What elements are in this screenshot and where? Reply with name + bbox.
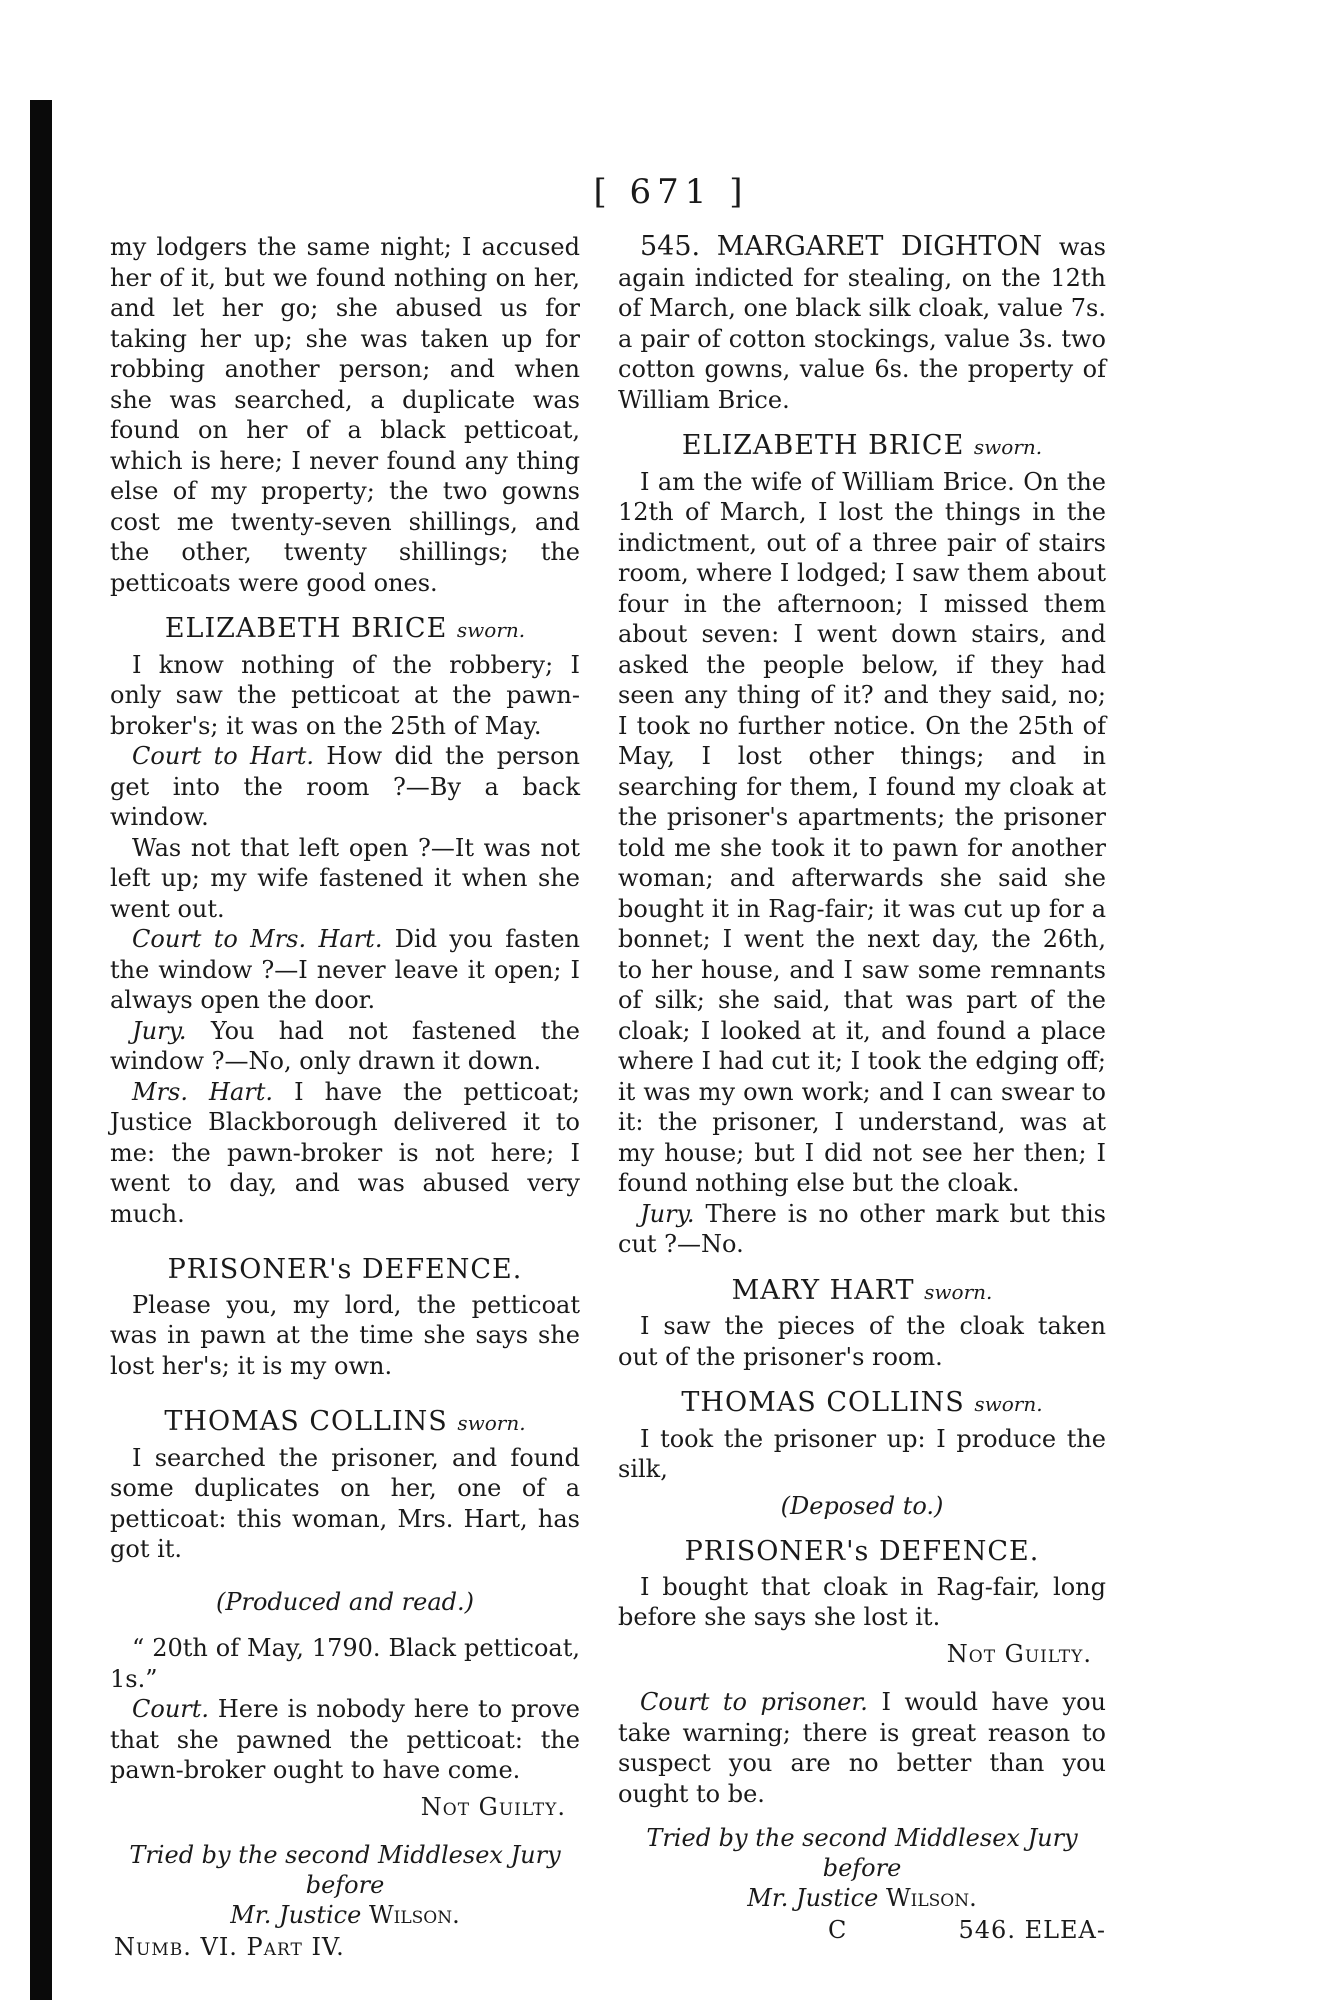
paragraph: I know nothing of the robbery; I only saw the petticoat at the pawn-broker's; it was on the 25th of May. <box>110 650 580 740</box>
defence-heading: PRISONER's DEFENCE. <box>167 1254 523 1285</box>
paragraph: I took the prisoner up: I produce the silk, <box>618 1424 1106 1483</box>
signature-footer: Numb. VI. Part IV. <box>114 1933 345 1961</box>
paragraph <box>110 924 580 1016</box>
sworn-label: sworn. <box>457 1411 526 1435</box>
witness-name: THOMAS COLLINS <box>164 1406 448 1437</box>
speech: Here is nobody here to prove that she pawned the petticoat: the pawn-broker ought to have come. <box>110 1695 580 1784</box>
speech: There is no other mark but this cut ?—No. <box>618 1199 1106 1258</box>
witness-name: MARY HART <box>731 1274 915 1306</box>
sworn-label: sworn. <box>973 435 1043 459</box>
judge-name: Wilson. <box>368 1901 460 1929</box>
paragraph <box>618 1199 1106 1260</box>
deposed-note: (Deposed to.) <box>780 1491 944 1520</box>
page-footer <box>618 1915 1106 1946</box>
catchword: 546. ELEA- <box>958 1916 1106 1944</box>
case-number: 545. <box>640 231 701 262</box>
paragraph <box>110 1016 580 1077</box>
paragraph: I saw the pieces of the cloak taken out of the prisoner's room. <box>618 1312 1106 1371</box>
speaker: Jury. <box>640 1199 695 1228</box>
speaker: Court to Hart. <box>132 742 315 770</box>
page-number: [ 671 ] <box>593 172 749 212</box>
witness-name: THOMAS COLLINS <box>681 1387 965 1418</box>
defence-heading: PRISONER's DEFENCE. <box>684 1536 1040 1567</box>
judge-name: Wilson. <box>885 1884 977 1912</box>
judge-title: Mr. Justice <box>747 1884 879 1912</box>
verdict: Not Guilty. <box>946 1639 1092 1668</box>
sworn-label: sworn. <box>974 1392 1043 1416</box>
paragraph: Was not that left open ?—It was not left up; my wife fastened it when she went out. <box>110 833 580 923</box>
trial-note <box>618 1823 1106 1913</box>
defendant-name: MARGARET DIGHTON <box>716 231 1043 262</box>
speaker: Jury. <box>132 1016 187 1045</box>
trial-note <box>110 1840 580 1930</box>
speech: You had not fastened the window ?—No, only drawn it down. <box>110 1016 580 1075</box>
witness-name: ELIZABETH BRICE <box>164 613 448 644</box>
produced-note: (Produced and read.) <box>216 1587 474 1616</box>
paragraph: I searched the prisoner, and found some duplicates on her, one of a petticoat: this woman, Mrs. Hart, has got it. <box>110 1443 580 1563</box>
paragraph <box>110 1077 580 1230</box>
left-column <box>110 232 580 1963</box>
witness-heading <box>618 1276 1106 1308</box>
witness-heading <box>618 1388 1106 1420</box>
speech: Did you fasten the window ?—I never leave it open; I always open the door. <box>110 925 581 1014</box>
witness-heading <box>110 1407 580 1439</box>
paragraph: “ 20th of May, 1790. Black petticoat, 1s.” <box>110 1634 580 1693</box>
speech: I would have you take warning; there is great reason to suspect you are no better than you ought to be. <box>618 1688 1106 1808</box>
indictment-text: was again indicted for stealing, on the 12th of March, one black silk cloak, value 7s. a pair of cotton stockings, value 3s. two cotton gowns, value 6s. the property of William Brice. <box>618 233 1106 414</box>
speaker: Court to prisoner. <box>640 1688 868 1716</box>
speaker: Court to Mrs. Hart. <box>132 925 383 953</box>
signature-mark: C <box>828 1916 847 1944</box>
paragraph: I bought that cloak in Rag-fair, long before she says she lost it. <box>618 1572 1106 1631</box>
trial-note-line: Tried by the second Middlesex Jury before <box>646 1824 1078 1882</box>
right-column <box>618 232 1106 1946</box>
witness-heading <box>618 431 1106 463</box>
witness-heading <box>110 614 580 646</box>
verdict: Not Guilty. <box>420 1792 566 1821</box>
sworn-label: sworn. <box>456 618 526 642</box>
speech: I have the petticoat; Justice Blackborough delivered it to me: the pawn-broker is not here; I went to day, and was abused very much. <box>110 1077 580 1228</box>
paragraph <box>110 741 580 833</box>
scan-edge-bar <box>30 100 52 2000</box>
speech: How did the person get into the room ?—By a back window. <box>110 742 580 831</box>
paragraph: Please you, my lord, the petticoat was in pawn at the time she says she lost her's; it is my own. <box>110 1290 580 1380</box>
judge-title: Mr. Justice <box>230 1901 362 1929</box>
paragraph: my lodgers the same night; I accused her of it, but we found nothing on her, and let her go; she abused us for taking her up; she was taken up for robbing another person; and when she was searched, a duplicate was found on her of a black petticoat, which is here; I never found any thing else of my property; the two gowns cost me twenty-seven shillings, and the other, twenty shillings; the petticoats were good ones. <box>110 233 580 597</box>
paragraph <box>110 1694 580 1786</box>
sworn-label: sworn. <box>924 1279 993 1304</box>
witness-name: ELIZABETH BRICE <box>681 430 965 461</box>
trial-note-line: Tried by the second Middlesex Jury before <box>129 1841 561 1899</box>
paragraph: I am the wife of William Brice. On the 12th of March, I lost the things in the indictment, out of a three pair of stairs room, where I lodged; I saw them about four in the afternoon; I missed them about seven: I went down stairs, and asked the people below, if they had seen any thing of it? and they said, no; I took no further notice. On the 25th of May, I lost other things; and in searching for them, I found my cloak at the prisoner's apartments; the prisoner told me she took it to pawn for another woman; and afterwards she said she bought it in Rag-fair; it was cut up for a bonnet; I went the next day, the 26th, to her house, and I saw some remnants of silk; she said, that was part of the cloak; I looked at it, and found a place where I had cut it; I took the edging off; it was my own work; and I can swear to it: the prisoner, I understand, was at my house; but I did not see her then; I found nothing else but the cloak. <box>618 467 1106 1197</box>
trial-note-line <box>110 1900 580 1930</box>
speaker: Court. <box>132 1695 210 1723</box>
trial-note-line <box>618 1883 1106 1913</box>
paragraph <box>618 232 1106 415</box>
paragraph <box>618 1687 1106 1809</box>
speaker: Mrs. Hart. <box>132 1077 274 1106</box>
